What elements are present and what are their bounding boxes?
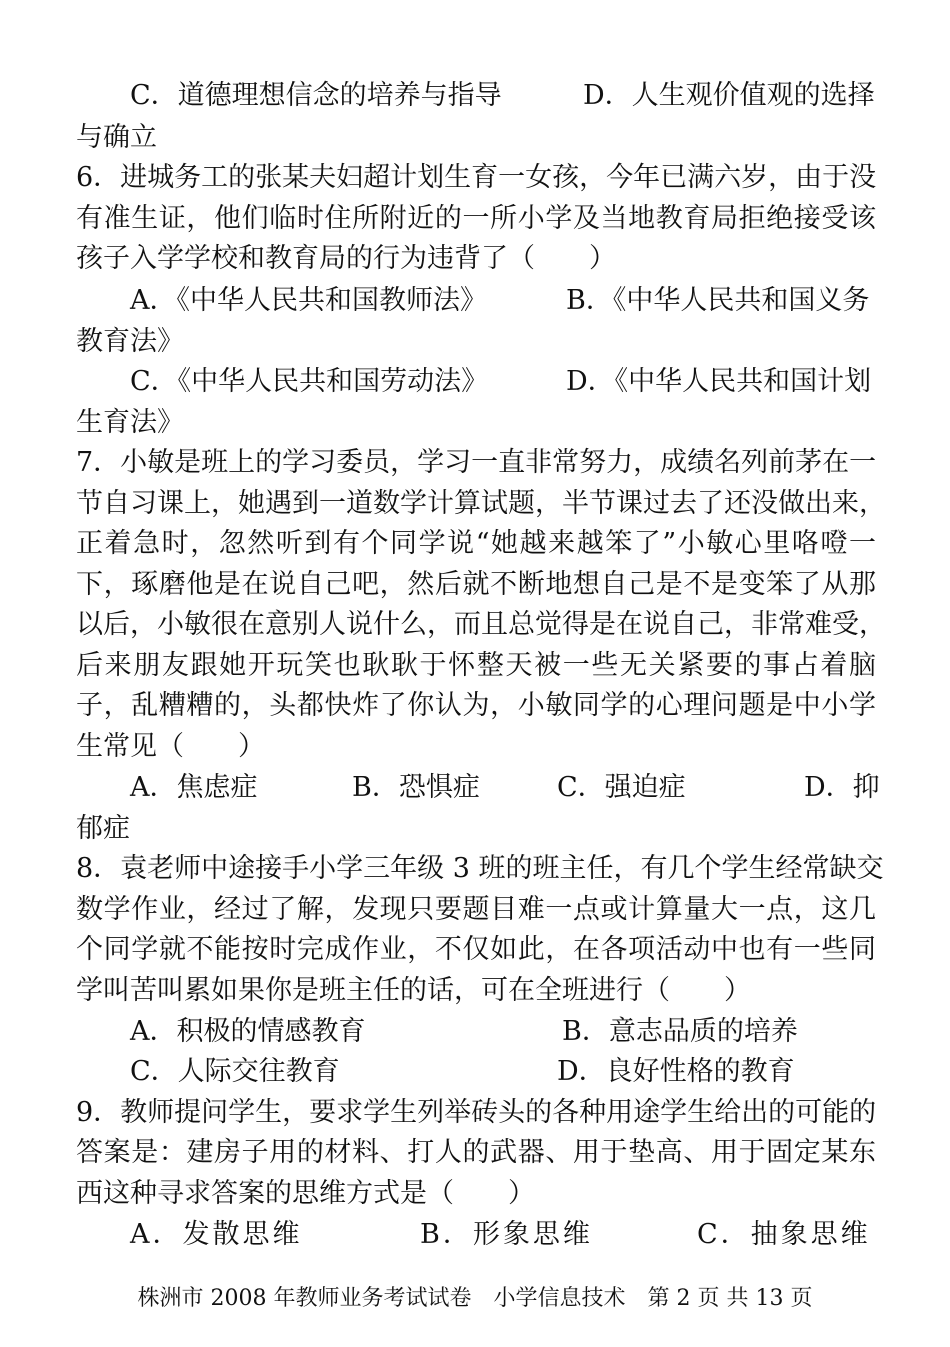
q9-option-a: A．发散思维	[130, 1219, 303, 1250]
q6-option-b-continuation: 教育法》	[76, 326, 184, 357]
q7-option-a: A．焦虑症	[130, 772, 258, 803]
q8-option-c: C．人际交往教育	[130, 1056, 340, 1087]
q9-stem-line: 答案是：建房子用的材料、打人的武器、用于垫高、用于固定某东	[76, 1137, 876, 1168]
q7-stem-line: 子，乱糟糟的，头都快炸了你认为，小敏同学的心理问题是中小学	[76, 690, 876, 721]
q9-option-c: C．抽象思维	[697, 1219, 871, 1250]
q7-stem-line: 7．小敏是班上的学习委员，学习一直非常努力，成绩名列前茅在一	[76, 447, 877, 478]
q8-stem-line: 数学作业，经过了解，发现只要题目难一点或计算量大一点，这几	[76, 894, 876, 925]
q5-option-d: D．人生观价值观的选择	[583, 80, 875, 111]
q7-option-d: D．抑	[804, 772, 880, 803]
page-footer: 株洲市 2008 年教师业务考试试卷 小学信息技术 第 2 页 共 13 页	[137, 1286, 813, 1311]
q7-stem-line: 后来朋友跟她开玩笑也耿耿于怀整天被一些无关紧要的事占着脑	[76, 650, 876, 681]
q7-option-b: B．恐惧症	[352, 772, 480, 803]
q6-stem-line: 有准生证，他们临时住所附近的一所小学及当地教育局拒绝接受该	[76, 203, 876, 234]
q8-option-d: D．良好性格的教育	[557, 1056, 795, 1087]
q8-stem-line: 8．袁老师中途接手小学三年级 3 班的班主任，有几个学生经常缺交	[76, 853, 884, 884]
q7-stem-line: 正着急时，忽然听到有个同学说“她越来越笨了”小敏心里咯噔一	[76, 528, 876, 559]
q8-stem-line: 个同学就不能按时完成作业，不仅如此，在各项活动中也有一些同	[76, 934, 876, 965]
q7-stem-line: 以后，小敏很在意别人说什么，而且总觉得是在说自己，非常难受，	[76, 609, 886, 640]
q8-option-b: B．意志品质的培养	[562, 1016, 798, 1047]
q6-option-d-continuation: 生育法》	[76, 407, 184, 438]
q5-option-c: C．道德理想信念的培养与指导	[130, 80, 502, 111]
q7-option-c: C．强迫症	[557, 772, 686, 803]
q9-stem-line: 9．教师提问学生，要求学生列举砖头的各种用途学生给出的可能的	[76, 1097, 877, 1128]
q9-stem-line: 西这种寻求答案的思维方式是（ ）	[76, 1178, 535, 1209]
q6-stem-line: 6．进城务工的张某夫妇超计划生育一女孩，今年已满六岁，由于没	[76, 162, 877, 193]
q7-option-d-continuation: 郁症	[76, 813, 130, 844]
q5-option-d-continuation: 与确立	[76, 122, 157, 153]
q8-option-a: A．积极的情感教育	[130, 1016, 366, 1047]
q9-option-b: B．形象思维	[420, 1219, 593, 1250]
q6-option-c: C．《中华人民共和国劳动法》	[130, 366, 489, 397]
q6-stem-line: 孩子入学学校和教育局的行为违背了（ ）	[76, 243, 616, 274]
q6-option-b: B．《中华人民共和国义务	[566, 285, 870, 316]
q7-stem-line: 生常见（ ）	[76, 731, 265, 762]
q7-stem-line: 下，琢磨他是在说自己吧，然后就不断地想自己是不是变笨了从那	[76, 569, 876, 600]
q6-option-d: D．《中华人民共和国计划	[566, 366, 872, 397]
q8-stem-line: 学叫苦叫累如果你是班主任的话，可在全班进行（ ）	[76, 975, 751, 1006]
q6-option-a: A．《中华人民共和国教师法》	[130, 285, 487, 316]
q7-stem-line: 节自习课上，她遇到一道数学计算试题，半节课过去了还没做出来，	[76, 488, 886, 519]
